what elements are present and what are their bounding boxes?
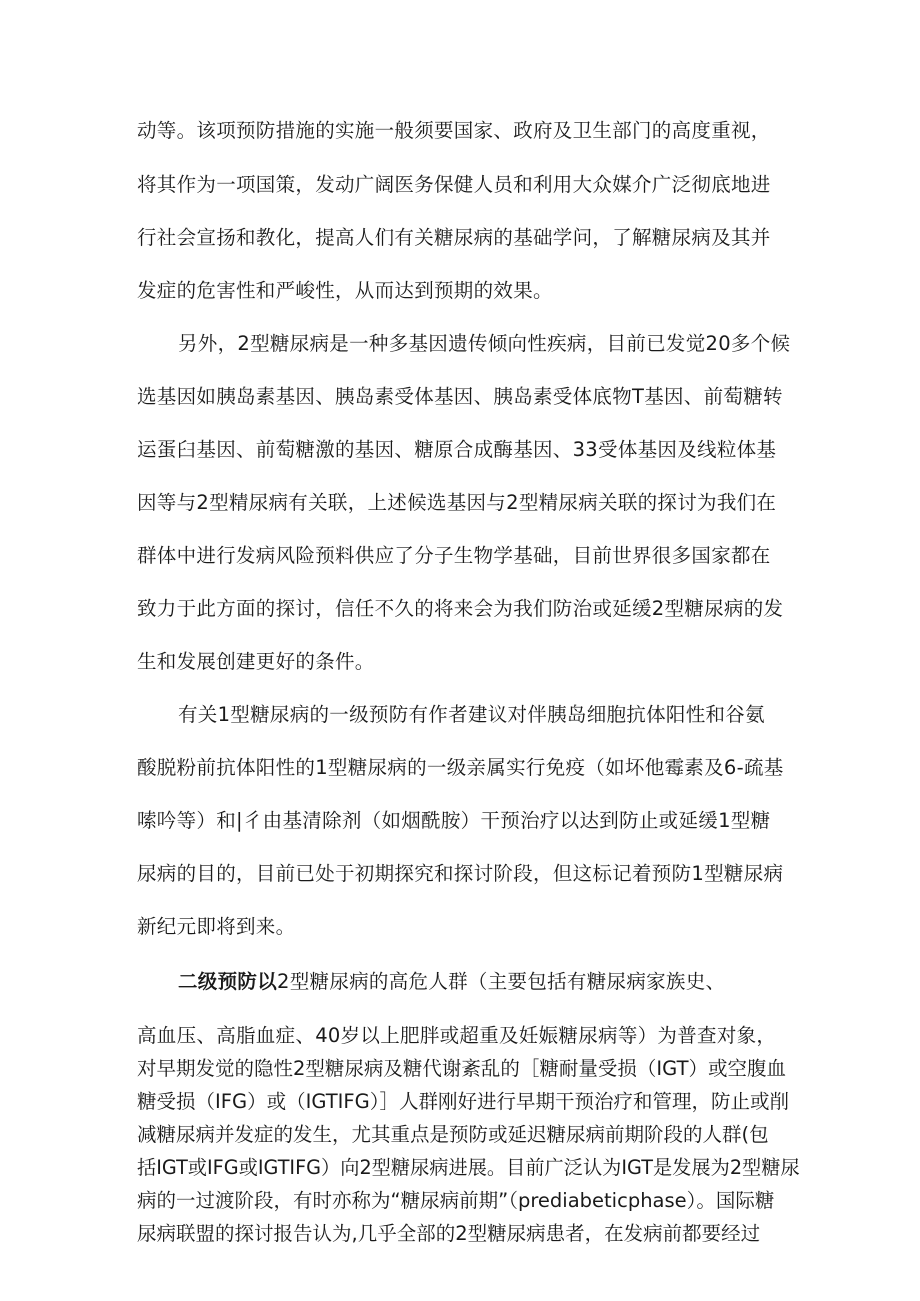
p4-line-2: 高血压、高脂血症、40岁以上肥胖或超重及妊娠糖尿病等）为普查对象， <box>137 1024 777 1047</box>
section-heading: 二级预防以 <box>178 970 278 993</box>
p2-line-4: 因等与2型精尿病有关联，上述候选基因与2型精尿病关联的探讨为我们在 <box>137 491 777 514</box>
p4-line-1 <box>178 970 725 994</box>
p4-line-5: 减糖尿病并发症的发生，尤其重点是预防或延迟糖尿病前期阶段的人群(包 <box>137 1123 769 1146</box>
p4-line-1-text: 2型糖尿病的高危人群（主要包括有糖尿病家族史、 <box>277 970 726 993</box>
p1-line-3: 行社会宣扬和教化，提高人们有关糖尿病的基础学问，了解糖尿病及其并 <box>137 226 771 249</box>
p2-line-3: 运蛋臼基因、前萄糖激的基因、糖原合成酶基因、33受体基因及线粒体基 <box>137 438 777 461</box>
p2-line-7: 生和发展创建更好的条件。 <box>137 650 375 673</box>
p3-line-2: 酸脱粉前抗体阳性的1型糖尿病的一级亲属实行免疫（如坏他霉素及6-疏基 <box>137 756 784 779</box>
p2-line-1: 另外，2型糖尿病是一种多基因遗传倾向性疾病，目前已发觉20多个候 <box>178 332 791 355</box>
p1-line-2: 将其作为一项国策，发动广阔医务保健人员和利用大众媒介广泛彻底地进 <box>137 173 771 196</box>
p1-line-1: 动等。该项预防措施的实施一般须要国家、政府及卫生部门的高度重视， <box>137 119 771 142</box>
p3-line-4: 尿病的目的，目前已处于初期探究和探讨阶段，但这标记着预防1型糖尿病 <box>137 862 784 885</box>
p4-line-6: 括IGT或IFG或IGTIFG）向2型糖尿病进展。目前广泛认为IGT是发展为2型糖尿 <box>137 1156 800 1179</box>
p2-line-2: 选基因如胰岛素基因、胰岛素受体基因、胰岛素受体底物T基因、前萄糖转 <box>137 385 783 408</box>
p4-line-8: 尿病联盟的探讨报告认为,几乎全部的2型糖尿病患者，在发病前都要经过 <box>137 1222 761 1245</box>
p3-line-5: 新纪元即将到来。 <box>137 915 296 938</box>
p4-line-3: 对早期发觉的隐性2型糖尿病及糖代谢紊乱的［糖耐量受损（IGT）或空腹血 <box>137 1057 786 1080</box>
p2-line-5: 群体中进行发病风险预料供应了分子生物学基础，目前世界很多国家都在 <box>137 544 771 567</box>
p2-line-6: 致力于此方面的探讨，信任不久的将来会为我们防治或延缓2型糖尿病的发 <box>137 597 784 620</box>
p3-line-3: 嗦吟等）和|彳由基清除剂（如烟酰胺）干预治疗以达到防止或延缓1型糖 <box>137 809 771 832</box>
p3-line-1: 有关1型糖尿病的一级预防有作者建议对伴胰岛细胞抗体阳性和谷氨 <box>178 703 765 726</box>
p1-line-4: 发症的危害性和严峻性，从而达到预期的效果。 <box>137 279 553 302</box>
p4-line-7: 病的一过渡阶段，有时亦称为“糖尿病前期”（prediabeticphase）。国际糖 <box>137 1189 775 1212</box>
p4-line-4: 糖受损（IFG）或（IGTIFG）］人群刚好进行早期干预治疗和管理，防止或削 <box>137 1090 789 1113</box>
